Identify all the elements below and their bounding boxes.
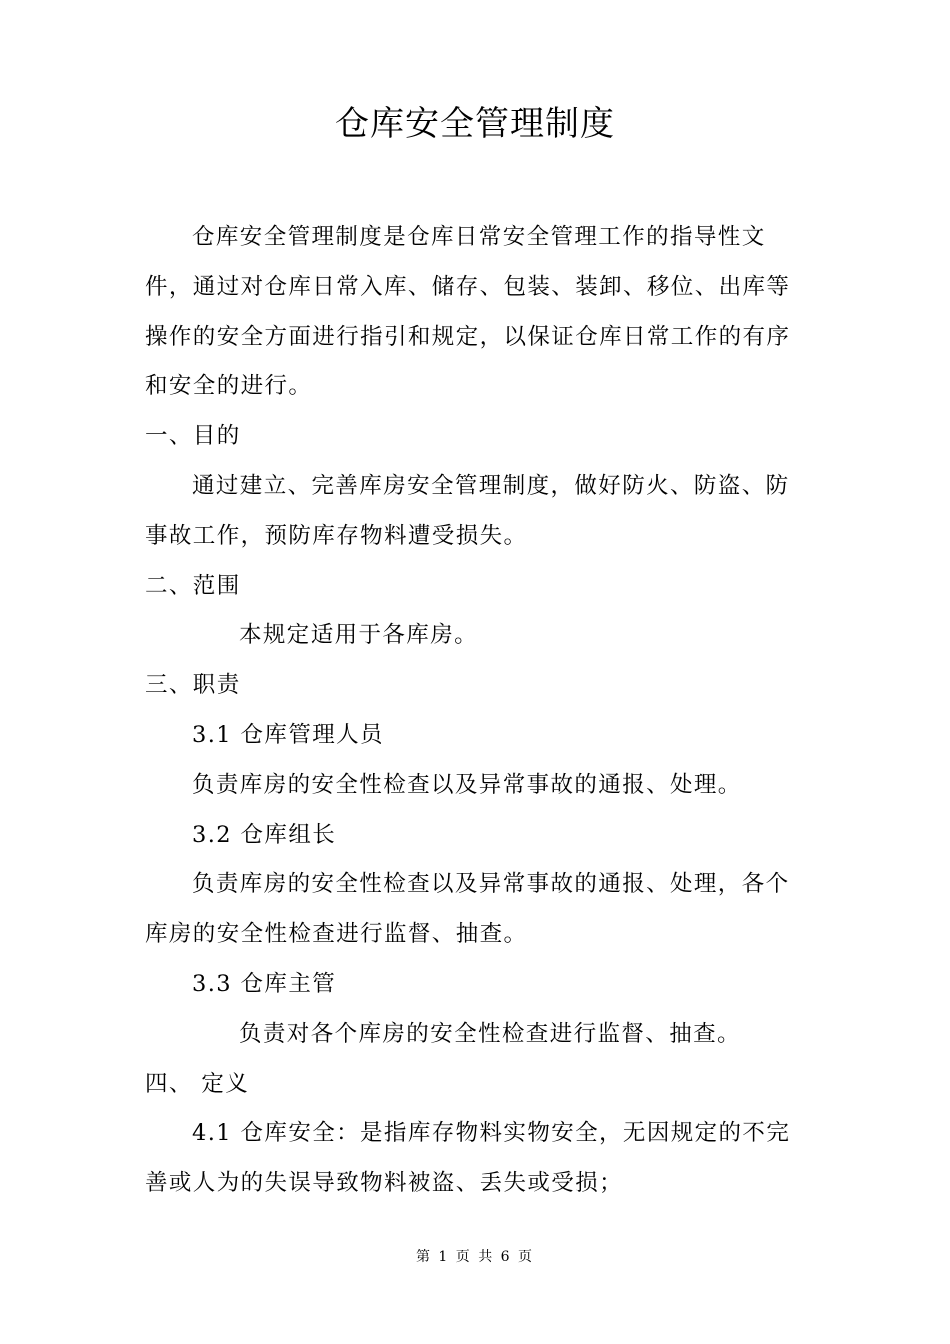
- page-footer: 第 1 页 共 6 页: [415, 1249, 535, 1265]
- warehouse-team-leader-paragraph: 负责库房的安全性检查以及异常事故的通报、处理，各个库房的安全性检查进行监督、抽查。: [145, 871, 790, 948]
- section-heading-responsibilities: 三、职责: [145, 672, 241, 699]
- section-heading-definitions: 四、 定义: [145, 1070, 250, 1097]
- warehouse-supervisor-paragraph: 负责对各个库房的安全性检查进行监督、抽查。: [239, 1020, 741, 1047]
- intro-paragraph: 仓库安全管理制度是仓库日常安全管理工作的指导性文件，通过对仓库日常入库、储存、包装、装卸、移位、出库等操作的安全方面进行指引和规定，以保证仓库日常工作的有序和安全的进行。: [145, 224, 791, 400]
- purpose-paragraph: 通过建立、完善库房安全管理制度，做好防火、防盗、防事故工作，预防库存物料遭受损失。: [145, 472, 790, 549]
- definition-warehouse-safety: 4.1 仓库安全：是指库存物料实物安全，无因规定的不完善或人为的失误导致物料被盗、丢失或受损；: [145, 1120, 791, 1197]
- section-heading-purpose: 一、目的: [145, 423, 241, 450]
- section-heading-scope: 二、范围: [145, 572, 241, 599]
- scope-paragraph: 本规定适用于各库房。: [239, 622, 479, 649]
- subheading-warehouse-supervisor: 3.3 仓库主管: [192, 970, 337, 997]
- document-body: [145, 213, 810, 1209]
- subheading-warehouse-team-leader: 3.2 仓库组长: [192, 821, 337, 848]
- document-title: 仓库安全管理制度: [335, 104, 615, 144]
- warehouse-staff-paragraph: 负责库房的安全性检查以及异常事故的通报、处理。: [192, 771, 742, 798]
- subheading-warehouse-staff: 3.1 仓库管理人员: [192, 721, 384, 748]
